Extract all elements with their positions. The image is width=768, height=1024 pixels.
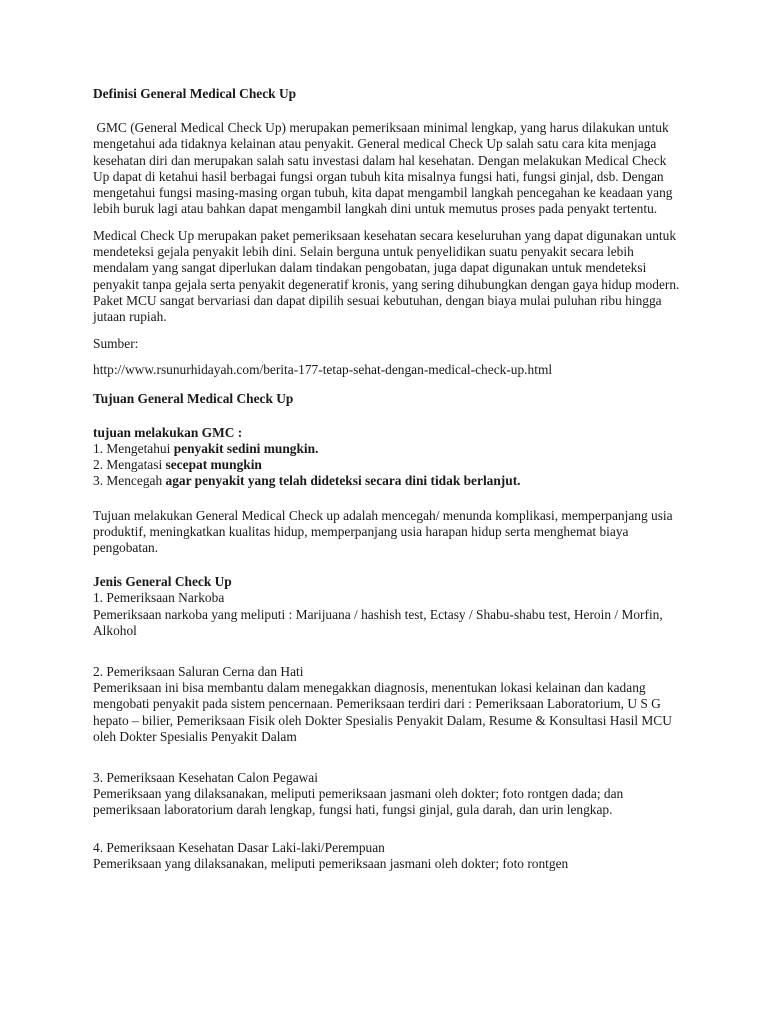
type-2-heading: 2. Pemeriksaan Saluran Cerna dan Hati <box>93 663 304 679</box>
type-2-text: Pemeriksaan ini bisa membantu dalam menegakkan diagnosis, menentukan lokasi kelainan dan kadang mengobati penyakit pada sistem pencernaan. Pemeriksaan terdiri dari : Pemeriksaan Laboratorium, U S G hepato – bilier, Pemeriksaan Fisik oleh Dokter Spesialis Penyakit Dalam, Resume & Konsultasi Hasil MCU oleh Dokter Spesialis Penyakit Dalam <box>93 680 672 744</box>
type-1-heading: 1. Pemeriksaan Narkoba <box>93 590 225 606</box>
document-page <box>93 86 683 872</box>
type-4-text: Pemeriksaan yang dilaksanakan, meliputi pemeriksaan jasmani oleh dokter; foto rontgen <box>93 855 569 871</box>
purpose-subheading: tujuan melakukan GMC : <box>93 424 243 440</box>
purpose-paragraph: Tujuan melakukan General Medical Check up adalah mencegah/ menunda komplikasi, memperpanjang usia produktif, meningkatkan kualitas hidup, memperpanjang usia harapan hidup serta menghemat biaya pengobatan. <box>93 507 673 555</box>
type-4-heading: 4. Pemeriksaan Kesehatan Dasar Laki-laki/Perempuan <box>93 839 385 855</box>
source-label: Sumber: <box>93 335 139 351</box>
source-link[interactable]: http://www.rsunurhidayah.com/berita-177-tetap-sehat-dengan-medical-check-up.html <box>93 362 553 378</box>
type-3-text: Pemeriksaan yang dilaksanakan, meliputi pemeriksaan jasmani oleh dokter; foto rontgen dada; dan pemeriksaan laboratorium darah lengkap, fungsi hati, fungsi ginjal, gula darah, dan urin lengkap. <box>93 786 624 818</box>
definition-paragraph-1: GMC (General Medical Check Up) merupakan pemeriksaan minimal lengkap, yang harus dilakukan untuk mengetahui ada tidaknya kelainan atau penyakit. General medical Check Up salah satu cara kita menjaga kesehatan diri dan merupakan salah satu investasi dalam hal kesehatan. Dengan melakukan Medical Check Up dapat di ketahui hasil berbagai fungsi organ tubuh kita misalnya fungsi hati, fungsi ginjal, dsb. Dengan mengetahui fungsi masing-masing organ tubuh, kita dapat mengambil langkah pencegahan ke keadaan yang lebih buruk lagi atau bahkan dapat mengambil langkah dini untuk memutus proses pada penyakt tertentu. <box>93 120 676 217</box>
definition-paragraph-2: Medical Check Up merupakan paket pemeriksaan kesehatan secara keseluruhan yang dapat digunakan untuk mendeteksi gejala penyakit lebih dini. Selain berguna untuk penyelidikan suatu penyakit secara lebih mendalam yang sangat diperlukan dalam tindakan pengobatan, juga dapat digunakan untuk mendeteksi penyakit tanpa gejala serta penyakit degeneratif kronis, yang sering dihubungkan dengan gaya hidup modern. Paket MCU sangat bervariasi dan dapat dipilih sesuai kebutuhan, dengan biaya mulai puluhan ribu hingga jutaan rupiah. <box>93 227 680 324</box>
purpose-heading: Tujuan General Medical Check Up <box>93 390 294 406</box>
purpose-item-3: 3. Mencegah agar penyakit yang telah dideteksi secara dini tidak berlanjut. <box>93 473 521 489</box>
definition-heading: Definisi General Medical Check Up <box>93 86 297 101</box>
purpose-item-1: 1. Mengetahui penyakit sedini mungkin. <box>93 440 319 456</box>
purpose-item-2: 2. Mengatasi secepat mungkin <box>93 457 262 473</box>
type-1-text: Pemeriksaan narkoba yang meliputi : Marijuana / hashish test, Ectasy / Shabu-shabu test, Heroin / Morfin, Alkohol <box>93 606 663 638</box>
types-heading: Jenis General Check Up <box>93 574 232 590</box>
type-3-heading: 3. Pemeriksaan Kesehatan Calon Pegawai <box>93 770 318 785</box>
